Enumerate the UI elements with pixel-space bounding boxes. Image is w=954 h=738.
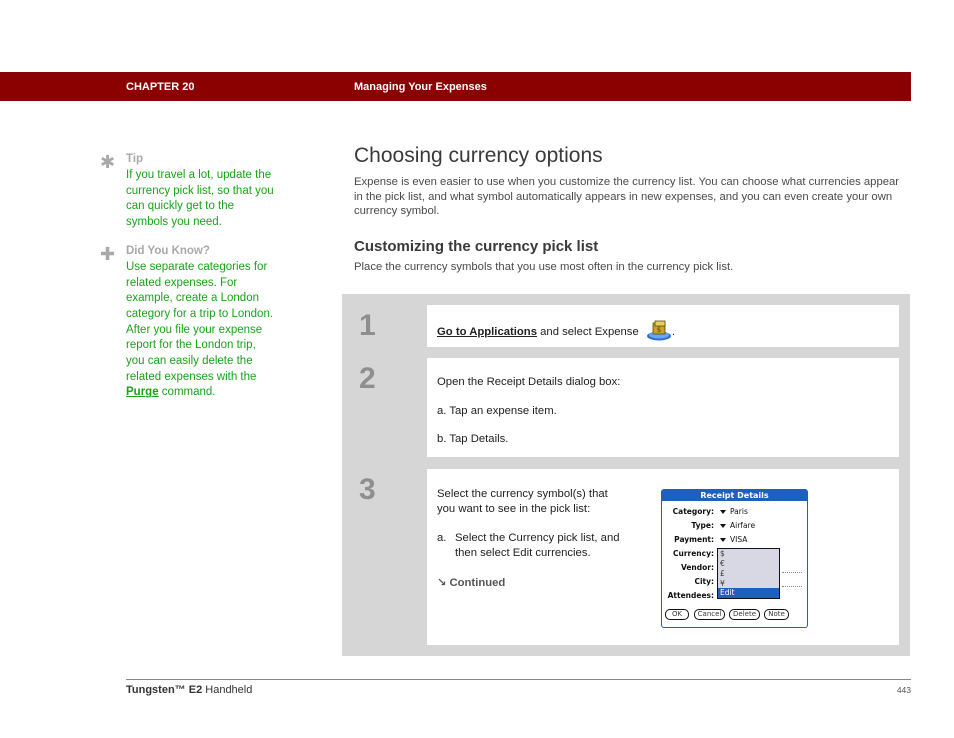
steps-panel bbox=[342, 294, 910, 656]
step-3-instruction: Select the currency symbol(s) that you want to see in the pick list: bbox=[437, 488, 608, 515]
main-content bbox=[354, 144, 904, 273]
tip-block bbox=[100, 153, 275, 231]
dropdown-triangle-icon bbox=[720, 538, 726, 542]
note-button[interactable]: Note bbox=[764, 609, 789, 620]
expense-app-icon bbox=[646, 319, 672, 341]
currency-option[interactable]: ¥ bbox=[720, 579, 725, 588]
sidebar bbox=[100, 150, 275, 415]
did-you-know-text bbox=[126, 260, 275, 401]
asterisk-icon: ✱ bbox=[100, 152, 116, 172]
field-label: Attendees: bbox=[667, 591, 714, 600]
did-you-know-text-before: Use separate categories for related expenses. For example, create a London category for a trip to London. After you file your expense report for the London trip, you can easily delete the related expenses with the bbox=[126, 260, 274, 383]
step-3 bbox=[353, 469, 899, 645]
field-label: Vendor: bbox=[680, 563, 714, 572]
currency-picklist-popup[interactable] bbox=[717, 548, 780, 607]
receipt-details-screenshot bbox=[661, 489, 808, 628]
delete-button[interactable]: Delete bbox=[729, 609, 760, 620]
field-value: Airfare bbox=[730, 521, 756, 530]
field-label: Payment: bbox=[674, 535, 714, 544]
step-2-line: b. Tap Details. bbox=[437, 433, 509, 446]
step-2-line: a. Tap an expense item. bbox=[437, 404, 557, 417]
tip-text: If you travel a lot, update the currency pick list, so that you can quickly get to the symbols you need. bbox=[126, 169, 274, 229]
step-3-text bbox=[437, 487, 622, 591]
footer-divider bbox=[126, 679, 911, 680]
field-label: Category: bbox=[672, 507, 714, 516]
step-2-line: Open the Receipt Details dialog box: bbox=[437, 376, 621, 388]
field-label: City: bbox=[694, 577, 714, 586]
footer-product-name: Tungsten™ E2 bbox=[126, 684, 203, 696]
step-1-period: . bbox=[671, 326, 676, 338]
currency-option[interactable]: € bbox=[720, 559, 725, 568]
step-1-body: and select Expense bbox=[540, 326, 639, 338]
vendor-underline bbox=[782, 572, 802, 573]
step-3-sub-a-text: Select the Currency pick list, and then select Edit currencies. bbox=[455, 532, 620, 559]
footer-product bbox=[126, 684, 252, 696]
currency-option[interactable]: £ bbox=[720, 569, 725, 578]
step-3-sub-a-marker: a. bbox=[437, 532, 447, 545]
did-you-know-block bbox=[100, 245, 275, 401]
chapter-label: CHAPTER 20 bbox=[126, 81, 195, 93]
step-2-text bbox=[437, 375, 620, 447]
plus-icon: ✚ bbox=[100, 243, 116, 264]
step-2 bbox=[353, 358, 899, 457]
page-title: Choosing currency options bbox=[354, 144, 603, 167]
edit-currencies-option[interactable]: Edit currencies... bbox=[718, 588, 779, 598]
tip-title: Tip bbox=[126, 153, 144, 165]
arrow-down-right-icon: ↘ bbox=[437, 577, 447, 590]
step-number: 3 bbox=[359, 473, 376, 506]
go-to-applications-link[interactable]: Go to Applications bbox=[437, 326, 537, 338]
field-label: Currency: bbox=[672, 549, 714, 558]
step-1-text bbox=[437, 319, 675, 341]
subheading-paragraph: Place the currency symbols that you use most often in the currency pick list. bbox=[354, 260, 734, 273]
step-3-sub-a bbox=[437, 531, 622, 560]
dropdown-triangle-icon bbox=[720, 510, 726, 514]
intro-paragraph: Expense is even easier to use when you customize the currency list. You can choose what currencies appear in the pick list, and what symbol automatically appears in new expenses, and you can even create your own currency symbol. bbox=[354, 176, 900, 218]
step-number: 1 bbox=[359, 309, 376, 342]
subheading: Customizing the currency pick list bbox=[354, 237, 599, 255]
page-number: 443 bbox=[896, 685, 911, 695]
cancel-button[interactable]: Cancel bbox=[694, 609, 725, 620]
city-underline bbox=[782, 586, 802, 587]
footer-product-suffix: Handheld bbox=[202, 684, 253, 696]
receipt-details-title: Receipt Details bbox=[662, 490, 807, 501]
purge-link[interactable]: Purge bbox=[126, 386, 159, 399]
field-label: Type: bbox=[691, 521, 714, 530]
chapter-header-bar bbox=[0, 72, 911, 101]
continued-marker bbox=[437, 576, 622, 591]
svg-text:$: $ bbox=[656, 326, 662, 334]
step-1 bbox=[353, 305, 899, 347]
field-value: Paris bbox=[730, 507, 748, 516]
ok-button[interactable]: OK bbox=[665, 609, 689, 620]
step-number: 2 bbox=[359, 362, 376, 395]
section-label: Managing Your Expenses bbox=[354, 81, 487, 93]
dropdown-triangle-icon bbox=[720, 524, 726, 528]
did-you-know-title: Did You Know? bbox=[126, 244, 210, 257]
did-you-know-text-after: command. bbox=[161, 386, 216, 399]
continued-label: Continued bbox=[449, 577, 506, 590]
field-value: VISA bbox=[730, 535, 748, 544]
currency-option[interactable]: $ bbox=[720, 549, 725, 558]
